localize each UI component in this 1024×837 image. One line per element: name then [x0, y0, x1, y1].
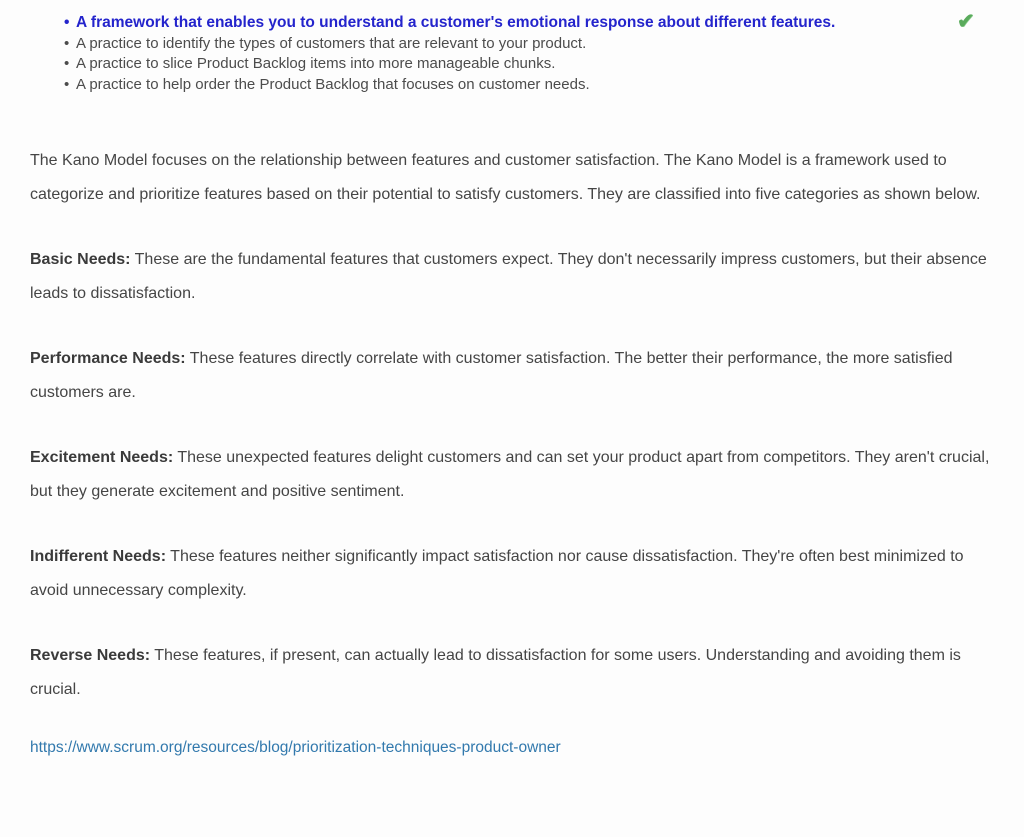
quiz-option [64, 54, 904, 75]
bullet-icon: • [64, 14, 70, 31]
section-paragraph-reverse [30, 639, 1005, 707]
section-paragraph-excitement [30, 441, 1005, 509]
section-paragraph-indifferent [30, 540, 1005, 608]
source-link-row [30, 738, 1005, 758]
bullet-icon: • [64, 55, 70, 72]
quiz-option [64, 34, 904, 55]
bullet-icon: • [64, 75, 70, 93]
quiz-option-correct [64, 13, 902, 34]
section-text: These are the fundamental features that customers expect. They don't necessarily impress customers, but their absence leads to dissatisfaction. [30, 251, 987, 302]
section-label: Basic Needs: [30, 251, 131, 268]
bullet-icon: • [64, 34, 70, 52]
section-label: Performance Needs: [30, 350, 186, 367]
option-label: A framework that enables you to understand a customer's emotional response about different features. [76, 14, 836, 31]
section-text: These unexpected features delight customers and can set your product apart from competitors. They aren't crucial, but they generate excitement and positive sentiment. [30, 449, 990, 500]
section-paragraph-performance [30, 342, 1005, 410]
correct-check-icon: ✔ [957, 10, 975, 33]
option-label: A practice to slice Product Backlog items into more manageable chunks. [76, 55, 556, 72]
section-label: Indifferent Needs: [30, 548, 167, 565]
explanation-article [0, 144, 1005, 758]
section-paragraph-basic [30, 243, 1005, 311]
section-text: These features directly correlate with customer satisfaction. The better their performance, the more satisfied customers are. [30, 350, 953, 401]
intro-paragraph: The Kano Model focuses on the relationship between features and customer satisfaction. The Kano Model is a framework used to categorize and prioritize features based on their potential to satisfy customers. They are classified into five categories as shown below. [30, 152, 981, 203]
option-label: A practice to help order the Product Backlog that focuses on customer needs. [76, 75, 590, 93]
source-link[interactable]: https://www.scrum.org/resources/blog/prioritization-techniques-product-owner [30, 739, 561, 756]
section-text: These features neither significantly impact satisfaction nor cause dissatisfaction. They're often best minimized to avoid unnecessary complexity. [30, 548, 964, 599]
section-label: Excitement Needs: [30, 449, 174, 466]
option-label: A practice to identify the types of customers that are relevant to your product. [76, 34, 587, 52]
quiz-option [64, 75, 904, 96]
section-text: These features, if present, can actually lead to dissatisfaction for some users. Understanding and avoiding them is crucial. [30, 647, 961, 698]
section-label: Reverse Needs: [30, 647, 151, 664]
answer-options-list [0, 0, 915, 95]
